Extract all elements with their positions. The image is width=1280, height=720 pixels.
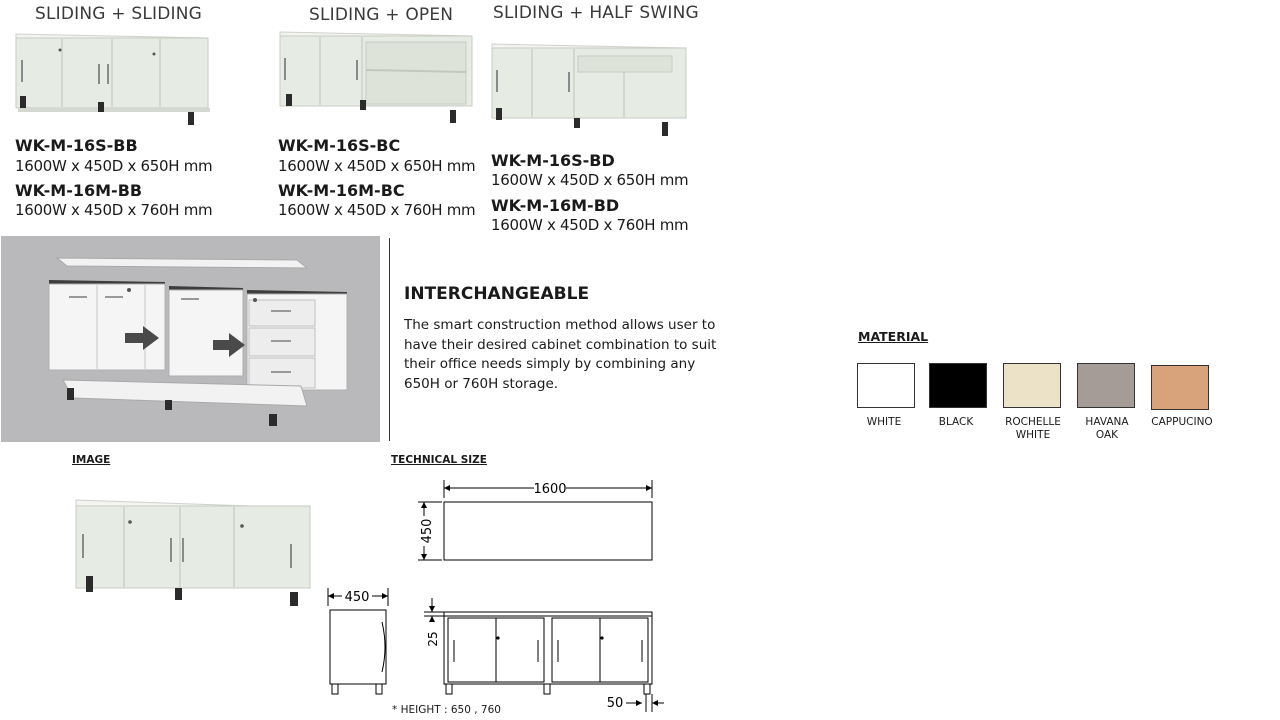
technical-drawing [320,472,670,720]
config-1-dim-2: 1600W x 450D x 760H mm [15,201,213,219]
swatch-label-black: BLACK [938,416,974,428]
swatch-label-cappucino: CAPPUCINO [1151,416,1213,428]
side-depth-text: 450 [344,590,370,605]
swatch-rochelle-white [1003,363,1061,408]
swatch-havana-oak [1077,363,1135,408]
side-view-outline [330,610,386,684]
interchangeable-illustration-panel [1,236,380,442]
config-2-code-1: WK-M-16S-BC [278,136,401,155]
cabinet-product-image [72,496,316,608]
swatch-label-havana-oak: HAVANA OAK [1085,416,1129,441]
technical-size-title: TECHNICAL SIZE [391,454,487,466]
config-2-code-2: WK-M-16M-BC [278,181,405,200]
config-3-code-2: WK-M-16M-BD [491,196,620,215]
config-3-dim-1: 1600W x 450D x 650H mm [491,171,689,189]
cabinet-sliding-half-swing-image [490,42,690,140]
config-3-dim-2: 1600W x 450D x 760H mm [491,216,689,234]
config-3-code-1: WK-M-16S-BD [491,151,615,170]
swatch-cappucino [1151,365,1209,410]
width-dimension-text: 1600 [533,482,567,497]
config-1-code-2: WK-M-16M-BB [15,181,143,200]
interchangeable-description: The smart construction method allows user to have their desired cabinet combination to suit their office needs simply by combining any 650H or 760H storage. [404,317,717,392]
section-divider [389,238,390,441]
config-1-heading: SLIDING + SLIDING [35,4,202,24]
height-note: * HEIGHT : 650 , 760 [392,704,501,716]
material-title: MATERIAL [858,329,929,344]
leg-dimension-text: 50 [606,696,624,711]
swatch-white [857,363,915,408]
image-label: IMAGE [72,454,111,466]
swatch-black [929,363,987,408]
config-1-dim-1: 1600W x 450D x 650H mm [15,157,213,175]
config-2-heading: SLIDING + OPEN [309,5,454,25]
depth-dimension-text: 450 [420,518,435,544]
top-thickness-text: 25 [426,631,440,647]
exploded-cabinet-illustration [1,236,380,442]
interchangeable-title: INTERCHANGEABLE [404,284,590,304]
swatch-label-rochelle-white: ROCHELLE WHITE [1005,416,1061,441]
config-2-dim-1: 1600W x 450D x 650H mm [278,157,476,175]
config-2-dim-2: 1600W x 450D x 760H mm [278,201,476,219]
cabinet-sliding-open-image [276,30,476,128]
config-1-code-1: WK-M-16S-BB [15,136,138,155]
top-view-outline [444,502,652,560]
swatch-label-white: WHITE [866,416,902,428]
cabinet-sliding-sliding-image [12,30,212,128]
config-3-heading: SLIDING + HALF SWING [493,3,699,23]
